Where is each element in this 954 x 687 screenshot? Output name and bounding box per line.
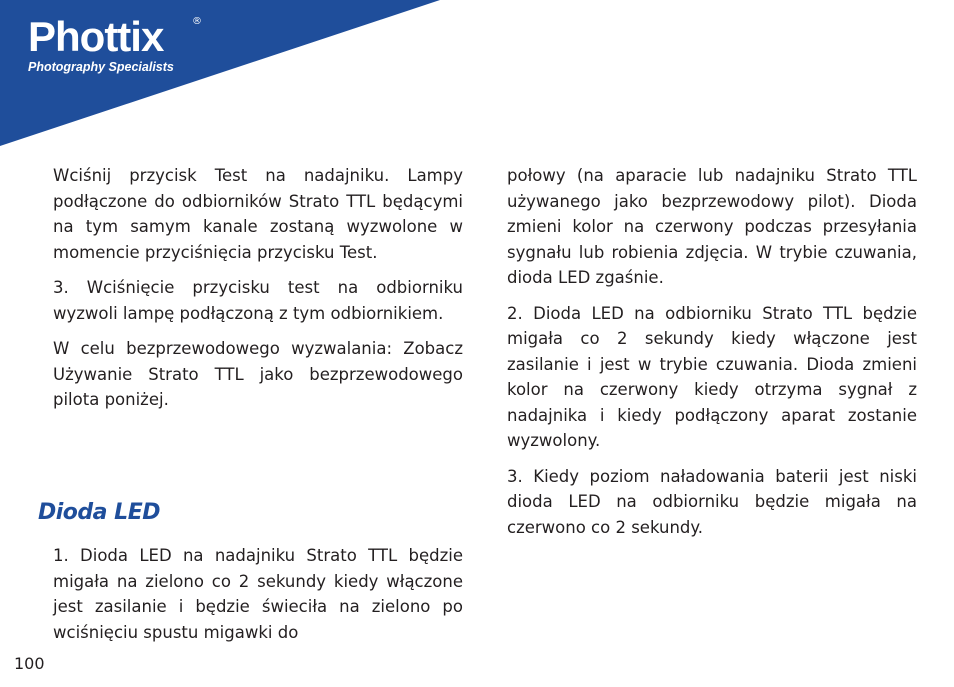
- paragraph-led-1: 1. Dioda LED na nadajniku Strato TTL będzie migała na zielono co 2 sekundy kiedy włączone jest zasilanie i będzie świeciła na zielono po wciśnięciu spustu migawki do: [53, 546, 463, 642]
- registered-mark: ®: [192, 16, 202, 27]
- paragraph-wireless: W celu bezprzewodowego wyzwalania: Zobacz Używanie Strato TTL jako bezprzewodowego pilota poniżej.: [53, 339, 463, 409]
- brand-logo: [28, 12, 208, 74]
- paragraph-led-3: 3. Kiedy poziom naładowania baterii jest niski dioda LED na odbiorniku będzie migała na czerwono co 2 sekundy.: [507, 466, 917, 537]
- left-column-top: [53, 163, 463, 423]
- logo-wordmark: Phottix: [28, 13, 164, 60]
- page-number: 100: [14, 654, 45, 673]
- paragraph-led-1-cont: połowy (na aparacie lub nadajniku Strato TTL używanego jako bezprzewodowy pilot). Dioda zmieni kolor na czerwony podczas przesyłania sygnału lub robienia zdjęcia. W trybie czuwania, dioda LED zgaśnie.: [507, 166, 917, 287]
- left-column-bottom: [53, 543, 463, 655]
- paragraph-step-3: 3. Wciśnięcie przycisku test na odbiorniku wyzwoli lampę podłączoną z tym odbiornikiem.: [53, 278, 463, 323]
- logo-tagline: Photography Specialists: [28, 60, 174, 74]
- section-heading: Dioda LED: [38, 500, 160, 525]
- paragraph-led-2: 2. Dioda LED na odbiorniku Strato TTL będzie migała co 2 sekundy kiedy włączone jest zasilanie i jest w trybie czuwania. Dioda zmieni kolor na czerwony kiedy otrzyma sygnał z nadajnika i kiedy podłączony aparat zostanie wyzwolony.: [507, 303, 917, 450]
- paragraph-test-button: Wciśnij przycisk Test na nadajniku. Lampy podłączone do odbiorników Strato TTL będącymi na tym samym kanale zostaną wyzwolone w momencie przyciśnięcia przycisku Test.: [53, 166, 463, 262]
- right-column: [507, 163, 917, 550]
